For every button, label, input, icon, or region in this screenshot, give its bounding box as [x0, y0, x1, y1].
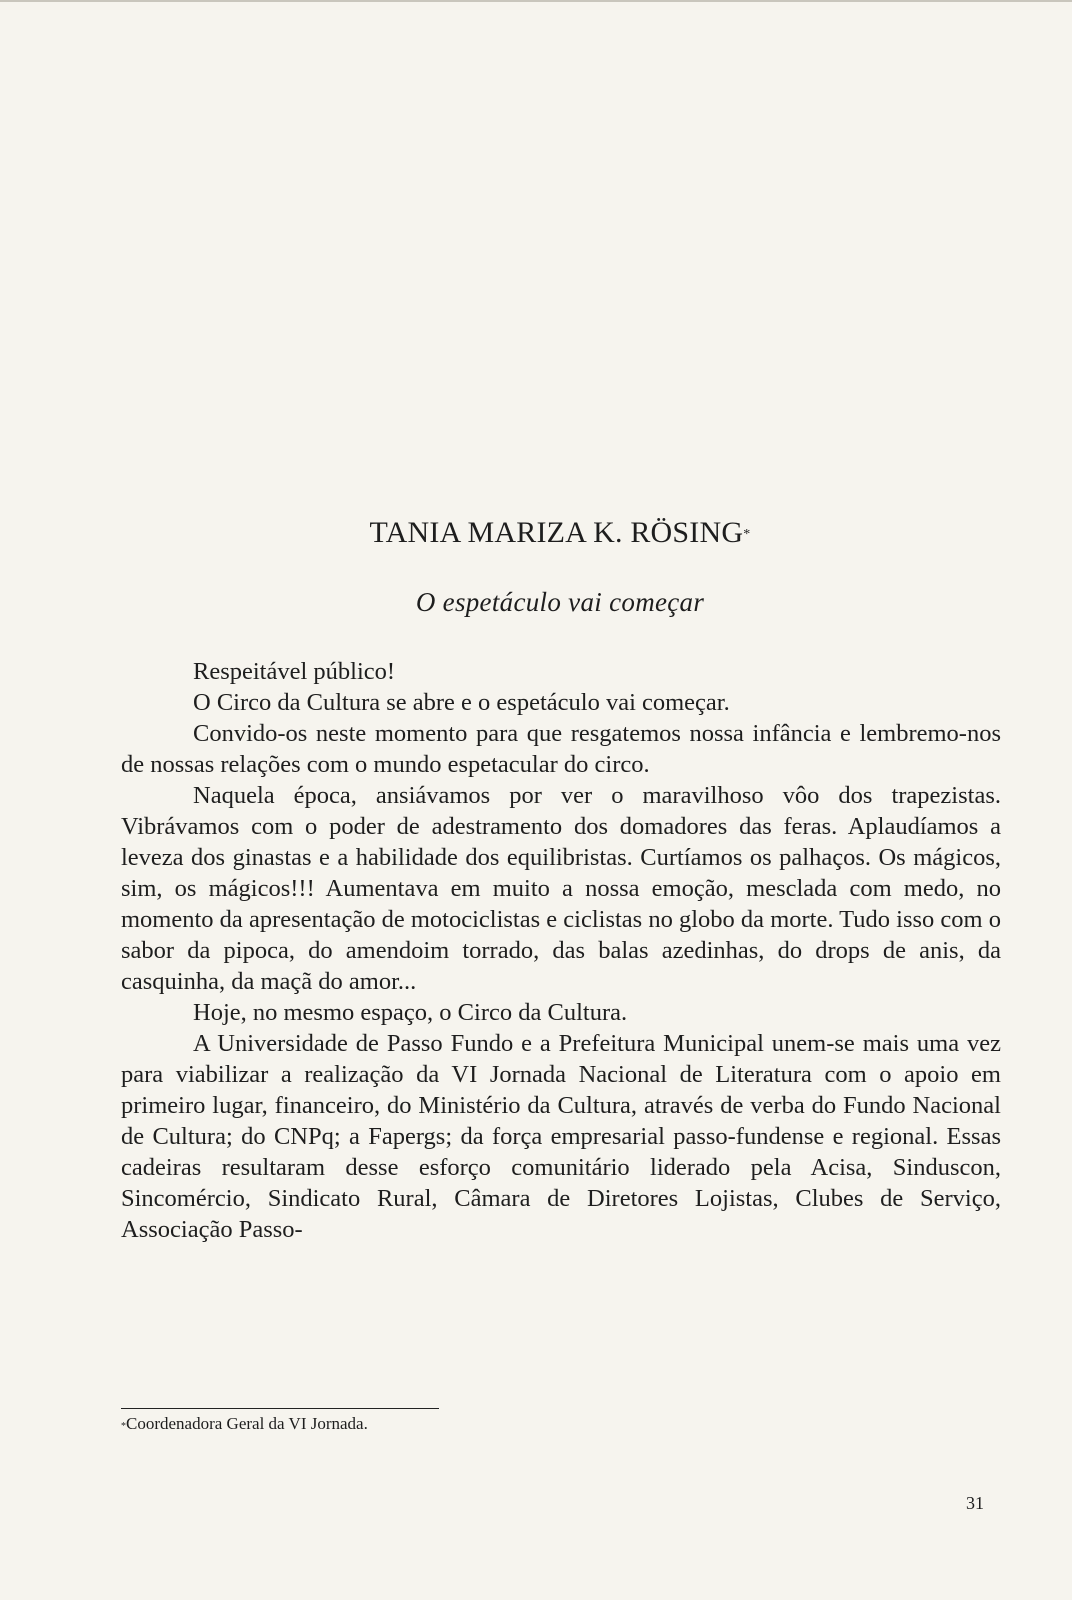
page-number: 31: [966, 1493, 984, 1513]
paragraph: A Universidade de Passo Fundo e a Prefeitura Municipal unem-se mais uma vez para viabilizar a realização da VI Jornada Nacional de Literatura com o apoio em primeiro lugar, financeiro, do Ministério da Cultura, através de verba do Fundo Nacional de Cultura; do CNPq; a Fapergs; da força empresarial passo-fundense e regional. Essas cadeiras resultaram desse esforço comunitário liderado pela Acisa, Sinduscon, Sincomércio, Sindicato Rural, Câmara de Diretores Lojistas, Clubes de Serviço, Associação Passo-: [121, 1030, 1001, 1243]
author-name: TANIA MARIZA K. RÖSING: [369, 516, 744, 549]
footnote-marker: *: [121, 1421, 126, 1432]
footnote-divider: [121, 1408, 439, 1409]
page-top-edge: [0, 0, 1072, 2]
author-heading: [120, 513, 1000, 553]
footnote-text: Coordenadora Geral da VI Jornada.: [126, 1414, 368, 1433]
body-text: [121, 656, 1001, 1245]
footnote: [121, 1412, 368, 1436]
paragraph: Hoje, no mesmo espaço, o Circo da Cultura.: [193, 999, 628, 1026]
paragraph: O Circo da Cultura se abre e o espetáculo vai começar.: [193, 689, 730, 716]
paragraph: Convido-os neste momento para que resgatemos nossa infância e lembremo-nos de nossas relações com o mundo espetacular do circo.: [121, 720, 1001, 778]
author-footnote-marker: *: [743, 527, 751, 542]
paragraph: Naquela época, ansiávamos por ver o maravilhoso vôo dos trapezistas. Vibrávamos com o poder de adestramento dos domadores das feras. Aplaudíamos a leveza dos ginastas e a habilidade dos equilibristas. Curtíamos os palhaços. Os mágicos, sim, os mágicos!!! Aumentava em muito a nossa emoção, mesclada com medo, no momento da apresentação de motociclistas e ciclistas no globo da morte. Tudo isso com o sabor da pipoca, do amendoim torrado, das balas azedinhas, do drops de anis, da casquinha, da maçã do amor...: [121, 782, 1001, 995]
essay-title: O espetáculo vai começar: [415, 587, 705, 617]
paragraph: Respeitável público!: [193, 658, 396, 685]
